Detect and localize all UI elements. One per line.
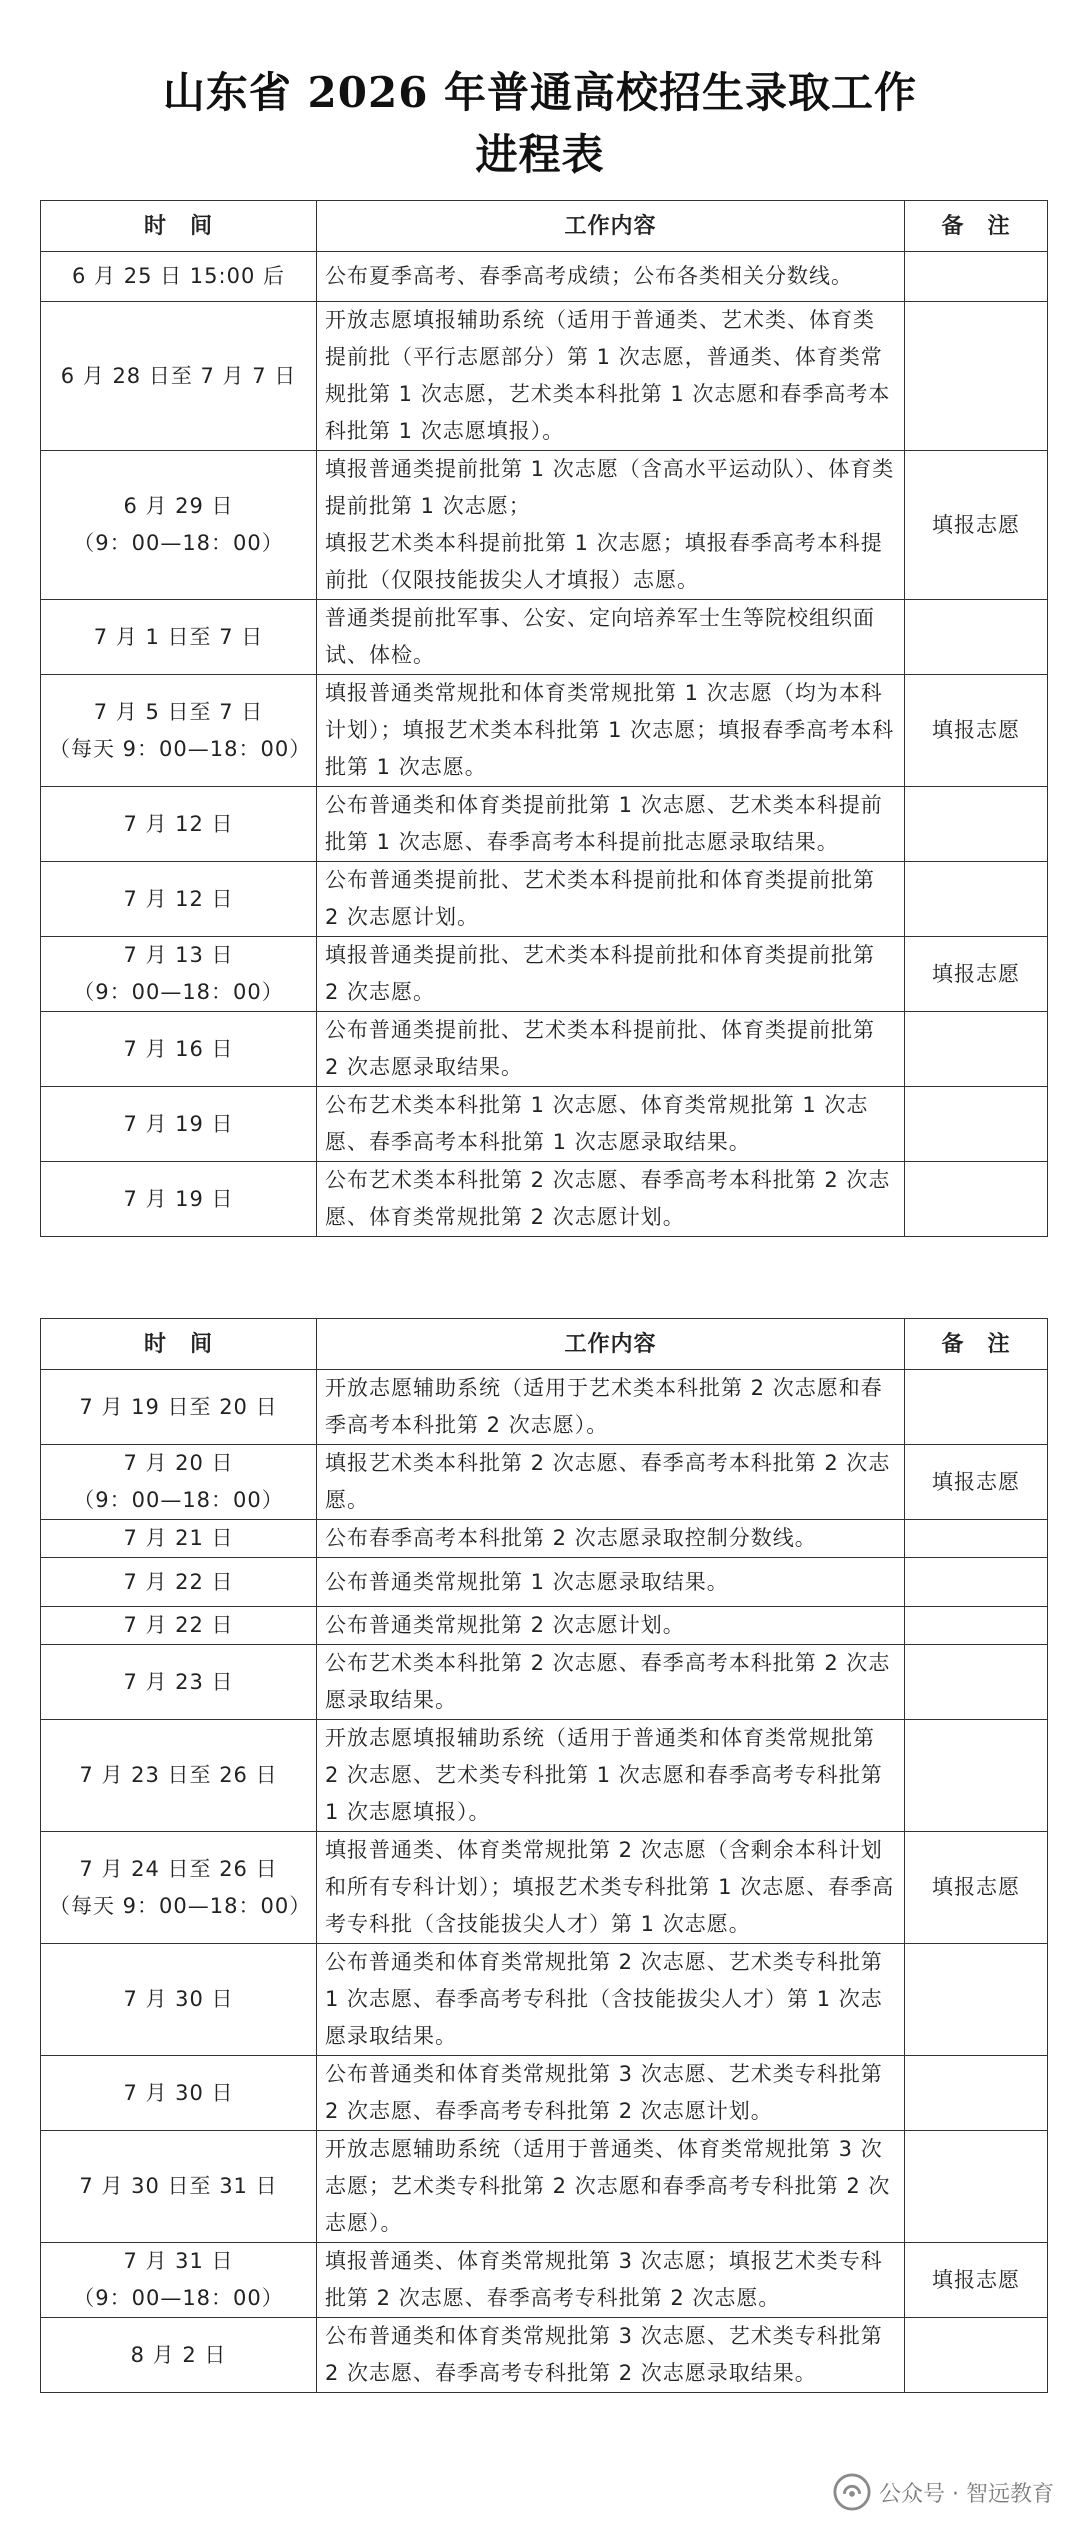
table-row <box>41 787 1048 862</box>
table-row <box>41 2131 1048 2243</box>
content-cell: 开放志愿辅助系统（适用于艺术类本科批第 2 次志愿和春季高考本科批第 2 次志愿）。 <box>317 1370 905 1445</box>
note-cell: 填报志愿 <box>905 2243 1048 2318</box>
content-cell: 普通类提前批军事、公安、定向培养军士生等院校组织面试、体检。 <box>317 600 905 675</box>
time-cell: 7 月 24 日至 26 日 （每天 9：00—18：00） <box>41 1832 317 1944</box>
note-cell <box>905 1645 1048 1720</box>
note-cell <box>905 1087 1048 1162</box>
content-cell: 填报普通类提前批第 1 次志愿（含高水平运动队）、体育类提前批第 1 次志愿； 填报艺术类本科提前批第 1 次志愿；填报春季高考本科提前批（仅限技能拔尖人才填报）志愿。 <box>317 451 905 600</box>
note-cell <box>905 1520 1048 1558</box>
title-line-2: 进程表 <box>475 130 605 179</box>
note-cell: 填报志愿 <box>905 937 1048 1012</box>
table-row <box>41 451 1048 600</box>
watermark-text: 公众号 · 智远教育 <box>879 2481 1054 2507</box>
content-cell: 公布普通类提前批、艺术类本科提前批、体育类提前批第 2 次志愿录取结果。 <box>317 1012 905 1087</box>
content-cell: 公布普通类和体育类常规批第 3 次志愿、艺术类专科批第 2 次志愿、春季高考专科批第 2 次志愿计划。 <box>317 2056 905 2131</box>
table-header-row <box>41 1319 1048 1370</box>
note-cell <box>905 1944 1048 2056</box>
note-cell: 填报志愿 <box>905 451 1048 600</box>
content-cell: 公布艺术类本科批第 2 次志愿、春季高考本科批第 2 次志愿录取结果。 <box>317 1645 905 1720</box>
time-cell: 7 月 20 日 （9：00—18：00） <box>41 1445 317 1520</box>
table-row <box>41 2056 1048 2131</box>
table-row <box>41 1445 1048 1520</box>
header-content: 工作内容 <box>317 1319 905 1370</box>
note-cell <box>905 600 1048 675</box>
table-row <box>41 1720 1048 1832</box>
table-header-row <box>41 201 1048 252</box>
time-cell: 7 月 23 日 <box>41 1645 317 1720</box>
wechat-official-account-icon <box>833 2473 871 2511</box>
table-row <box>41 2318 1048 2393</box>
header-content: 工作内容 <box>317 201 905 252</box>
note-cell <box>905 1558 1048 1607</box>
content-cell: 填报普通类、体育类常规批第 3 次志愿；填报艺术类专科批第 2 次志愿、春季高考专科批第 2 次志愿。 <box>317 2243 905 2318</box>
note-cell: 填报志愿 <box>905 1832 1048 1944</box>
note-cell: 填报志愿 <box>905 1445 1048 1520</box>
note-cell: 填报志愿 <box>905 675 1048 787</box>
header-time: 时 间 <box>41 201 317 252</box>
content-cell: 填报普通类常规批和体育类常规批第 1 次志愿（均为本科计划）；填报艺术类本科批第 1 次志愿；填报春季高考本科批第 1 次志愿。 <box>317 675 905 787</box>
table-row <box>41 1012 1048 1087</box>
table-row <box>41 1087 1048 1162</box>
time-cell: 7 月 19 日 <box>41 1087 317 1162</box>
table-row <box>41 2243 1048 2318</box>
table-row <box>41 1832 1048 1944</box>
table-row <box>41 1944 1048 2056</box>
table-row <box>41 1607 1048 1645</box>
header-note: 备 注 <box>905 201 1048 252</box>
header-time: 时 间 <box>41 1319 317 1370</box>
content-cell: 公布普通类常规批第 2 次志愿计划。 <box>317 1607 905 1645</box>
time-cell: 7 月 19 日至 20 日 <box>41 1370 317 1445</box>
time-cell: 6 月 29 日 （9：00—18：00） <box>41 451 317 600</box>
note-cell <box>905 1162 1048 1237</box>
time-cell: 7 月 21 日 <box>41 1520 317 1558</box>
document-title <box>0 62 1080 186</box>
note-cell <box>905 302 1048 451</box>
time-cell: 7 月 12 日 <box>41 862 317 937</box>
content-cell: 公布普通类常规批第 1 次志愿录取结果。 <box>317 1558 905 1607</box>
time-cell: 7 月 5 日至 7 日 （每天 9：00—18：00） <box>41 675 317 787</box>
watermark <box>833 2470 1054 2514</box>
content-cell: 填报普通类提前批、艺术类本科提前批和体育类提前批第 2 次志愿。 <box>317 937 905 1012</box>
table-row <box>41 862 1048 937</box>
time-cell: 6 月 28 日至 7 月 7 日 <box>41 302 317 451</box>
time-cell: 7 月 23 日至 26 日 <box>41 1720 317 1832</box>
content-cell: 公布普通类提前批、艺术类本科提前批和体育类提前批第 2 次志愿计划。 <box>317 862 905 937</box>
title-line-1: 山东省 2026 年普通高校招生录取工作 <box>162 68 918 117</box>
table-row <box>41 937 1048 1012</box>
note-cell <box>905 1607 1048 1645</box>
note-cell <box>905 2131 1048 2243</box>
table-row <box>41 600 1048 675</box>
note-cell <box>905 787 1048 862</box>
time-cell: 7 月 22 日 <box>41 1607 317 1645</box>
content-cell: 填报艺术类本科批第 2 次志愿、春季高考本科批第 2 次志愿。 <box>317 1445 905 1520</box>
table-row <box>41 675 1048 787</box>
content-cell: 公布夏季高考、春季高考成绩；公布各类相关分数线。 <box>317 252 905 302</box>
time-cell: 7 月 22 日 <box>41 1558 317 1607</box>
content-cell: 公布艺术类本科批第 1 次志愿、体育类常规批第 1 次志愿、春季高考本科批第 1 次志愿录取结果。 <box>317 1087 905 1162</box>
table-row <box>41 302 1048 451</box>
header-note: 备 注 <box>905 1319 1048 1370</box>
table-row <box>41 1645 1048 1720</box>
content-cell: 开放志愿辅助系统（适用于普通类、体育类常规批第 3 次志愿；艺术类专科批第 2 次志愿和春季高考专科批第 2 次志愿）。 <box>317 2131 905 2243</box>
schedule-table-1 <box>40 200 1048 1237</box>
content-cell: 公布普通类和体育类常规批第 3 次志愿、艺术类专科批第 2 次志愿、春季高考专科批第 2 次志愿录取结果。 <box>317 2318 905 2393</box>
content-cell: 公布普通类和体育类常规批第 2 次志愿、艺术类专科批第 1 次志愿、春季高考专科批（含技能拔尖人才）第 1 次志愿录取结果。 <box>317 1944 905 2056</box>
note-cell <box>905 252 1048 302</box>
time-cell: 8 月 2 日 <box>41 2318 317 2393</box>
time-cell: 7 月 30 日至 31 日 <box>41 2131 317 2243</box>
note-cell <box>905 1370 1048 1445</box>
time-cell: 7 月 31 日 （9：00—18：00） <box>41 2243 317 2318</box>
note-cell <box>905 1012 1048 1087</box>
note-cell <box>905 862 1048 937</box>
time-cell: 7 月 16 日 <box>41 1012 317 1087</box>
time-cell: 7 月 13 日 （9：00—18：00） <box>41 937 317 1012</box>
schedule-table-2 <box>40 1318 1048 2393</box>
note-cell <box>905 2056 1048 2131</box>
table-row <box>41 252 1048 302</box>
table-row <box>41 1558 1048 1607</box>
time-cell: 7 月 30 日 <box>41 2056 317 2131</box>
time-cell: 7 月 30 日 <box>41 1944 317 2056</box>
note-cell <box>905 1720 1048 1832</box>
table-row <box>41 1520 1048 1558</box>
note-cell <box>905 2318 1048 2393</box>
content-cell: 开放志愿填报辅助系统（适用于普通类、艺术类、体育类提前批（平行志愿部分）第 1 次志愿，普通类、体育类常规批第 1 次志愿，艺术类本科批第 1 次志愿和春季高考本科批第 1 次志愿填报）。 <box>317 302 905 451</box>
content-cell: 公布艺术类本科批第 2 次志愿、春季高考本科批第 2 次志愿、体育类常规批第 2 次志愿计划。 <box>317 1162 905 1237</box>
content-cell: 填报普通类、体育类常规批第 2 次志愿（含剩余本科计划和所有专科计划）；填报艺术类专科批第 1 次志愿、春季高考专科批（含技能拔尖人才）第 1 次志愿。 <box>317 1832 905 1944</box>
content-cell: 公布普通类和体育类提前批第 1 次志愿、艺术类本科提前批第 1 次志愿、春季高考本科提前批志愿录取结果。 <box>317 787 905 862</box>
time-cell: 7 月 19 日 <box>41 1162 317 1237</box>
time-cell: 7 月 12 日 <box>41 787 317 862</box>
content-cell: 公布春季高考本科批第 2 次志愿录取控制分数线。 <box>317 1520 905 1558</box>
time-cell: 6 月 25 日 15:00 后 <box>41 252 317 302</box>
table-row <box>41 1162 1048 1237</box>
table-row <box>41 1370 1048 1445</box>
time-cell: 7 月 1 日至 7 日 <box>41 600 317 675</box>
content-cell: 开放志愿填报辅助系统（适用于普通类和体育类常规批第 2 次志愿、艺术类专科批第 1 次志愿和春季高考专科批第 1 次志愿填报）。 <box>317 1720 905 1832</box>
